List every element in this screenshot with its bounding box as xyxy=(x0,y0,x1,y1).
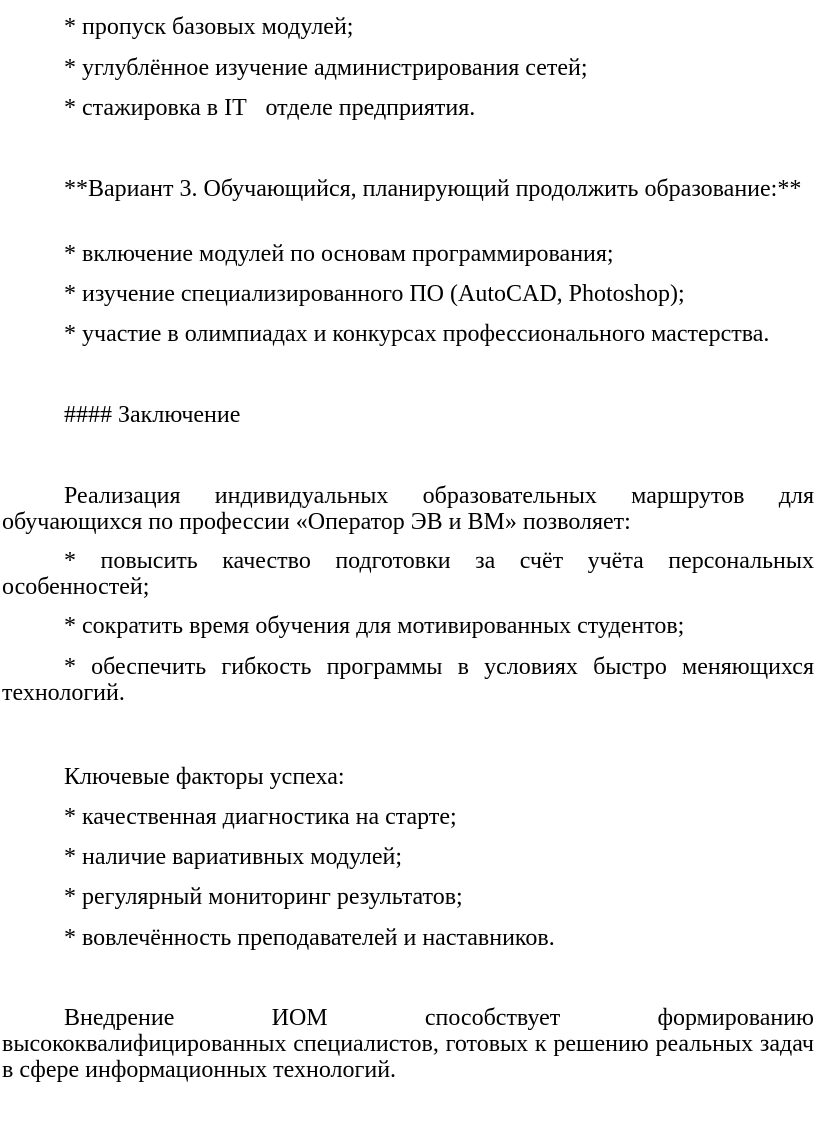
list-item-monitoring: * регулярный мониторинг результатов; xyxy=(64,884,463,910)
list-item-quality: * повысить качество подготовки за счёт учёта персональных особенностей; xyxy=(2,548,814,600)
conclusion-heading: #### Заключение xyxy=(64,402,241,428)
list-item-special-software: * изучение специализированного ПО (AutoCAD, Photoshop); xyxy=(64,281,685,307)
list-item-flexibility: * обеспечить гибкость программы в условиях быстро меняющихся технологий. xyxy=(2,654,814,706)
list-item-it-internship: * стажировка в IT отделе предприятия. xyxy=(64,95,463,121)
list-item-variable-modules: * наличие вариативных модулей; xyxy=(64,844,403,870)
list-item-network-admin: * углублённое изучение администрирования сетей; xyxy=(64,55,588,81)
list-item-teacher-involvement: * вовлечённость преподавателей и наставников. xyxy=(64,925,555,951)
list-item-reduce-time: * сократить время обучения для мотивированных студентов; xyxy=(64,613,685,639)
list-item-diagnostics: * качественная диагностика на старте; xyxy=(64,804,457,830)
list-item-olympiads: * участие в олимпиадах и конкурсах профессионального мастерства. xyxy=(64,321,770,347)
success-factors-heading: Ключевые факторы успеха: xyxy=(64,764,345,790)
list-item-skip-base-modules: * пропуск базовых модулей; xyxy=(64,14,354,40)
conclusion-intro-paragraph: Реализация индивидуальных образовательных маршрутов для обучающихся по профессии «Оператор ЭВ и ВМ» позволяет: xyxy=(2,483,814,535)
final-paragraph: Внедрение ИОМ способствует формированию высококвалифицированных специалистов, готовых к решению реальных задач в сфере информационных технологий. xyxy=(2,1005,814,1083)
list-item-programming-modules: * включение модулей по основам программирования; xyxy=(64,241,614,267)
variant-3-heading: **Вариант 3. Обучающийся, планирующий продолжить образование:** xyxy=(64,176,802,202)
